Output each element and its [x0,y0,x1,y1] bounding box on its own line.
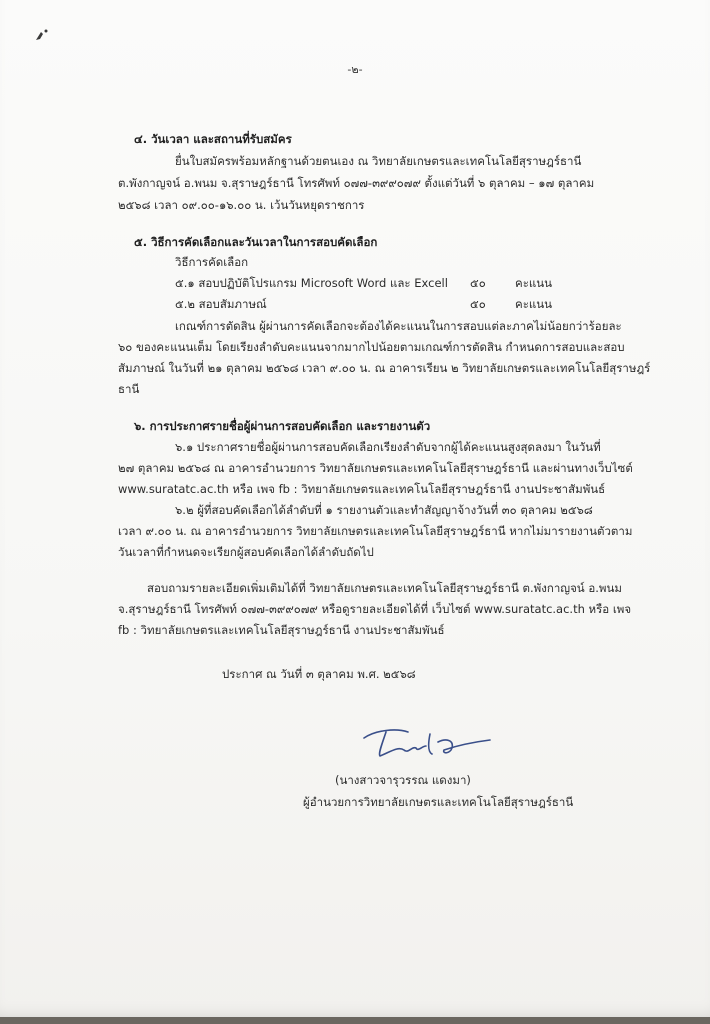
signer-name: (นางสาวจารุวรรณ แดงมา) [335,773,471,787]
method-item-unit: คะแนน [515,276,553,290]
contact-line: จ.สุราษฎร์ธานี โทรศัพท์ ๐๗๗-๓๙๙๐๗๙ หรือดูรายละเอียดได้ที่ เว็บไซต์ www.suratatc.ac.th หรือ เพจ [118,602,632,616]
signer-title: ผู้อำนวยการวิทยาลัยเกษตรและเทคโนโลยีสุราษฎร์ธานี [303,795,574,809]
contact-line: สอบถามรายละเอียดเพิ่มเติมได้ที่ วิทยาลัยเกษตรและเทคโนโลยีสุราษฎร์ธานี ต.พังกาญจน์ อ.พนม [147,581,622,595]
section5-heading: ๕. วิธีการคัดเลือกและวันเวลาในการสอบคัดเลือก [134,235,378,249]
report-line: ๖.๒ ผู้ที่สอบคัดเลือกได้ลำดับที่ ๑ รายงานตัวและทำสัญญาจ้างวันที่ ๓๐ ตุลาคม ๒๕๖๘ [175,503,593,517]
method-item-label: ๕.๒ สอบสัมภาษณ์ [175,297,267,311]
announce-line: www.suratatc.ac.th หรือ เพจ fb : วิทยาลัยเกษตรและเทคโนโลยีสุราษฎร์ธานี งานประชาสัมพันธ์ [118,482,606,496]
report-line: เวลา ๙.๐๐ น. ณ อาคารอำนวยการ วิทยาลัยเกษตรและเทคโนโลยีสุราษฎร์ธานี หากไม่มารายงานตัวตาม [118,524,633,538]
method-item-unit: คะแนน [515,297,553,311]
method-label: วิธีการคัดเลือก [175,255,249,269]
report-line: วันเวลาที่กำหนดจะเรียกผู้สอบคัดเลือกได้ลำดับถัดไป [118,545,374,559]
method-item-score: ๕๐ [470,276,486,290]
signature-image [356,716,496,766]
section4-line: ๒๕๖๘ เวลา ๐๙.๐๐-๑๖.๐๐ น. เว้นวันหยุดราชการ [118,198,365,212]
section6-heading: ๖. การประกาศรายชื่อผู้ผ่านการสอบคัดเลือก และรายงานตัว [134,419,431,433]
criteria-line: ๖๐ ของคะแนนเต็ม โดยเรียงลำดับคะแนนจากมากไปน้อยตามเกณฑ์การตัดสิน กำหนดการสอบและสอบ [118,340,625,354]
criteria-line: สัมภาษณ์ ในวันที่ ๒๑ ตุลาคม ๒๕๖๘ เวลา ๙.๐๐ น. ณ อาคารเรียน ๒ วิทยาลัยเกษตรและเทคโนโลยีสุราษฎร์ [118,361,651,375]
criteria-line: ธานี [118,382,140,396]
section4-line: ยื่นใบสมัครพร้อมหลักฐานด้วยตนเอง ณ วิทยาลัยเกษตรและเทคโนโลยีสุราษฎร์ธานี [175,154,582,168]
page-number: -๒- [347,63,363,76]
section4-line: ต.พังกาญจน์ อ.พนม จ.สุราษฎร์ธานี โทรศัพท์ ๐๗๗-๓๙๙๐๗๙ ตั้งแต่วันที่ ๖ ตุลาคม – ๑๗ ตุลาคม [118,176,595,190]
announce-line: ๖.๑ ประกาศรายชื่อผู้ผ่านการสอบคัดเลือกเรียงลำดับจากผู้ได้คะแนนสูงสุดลงมา ในวันที่ [175,440,601,454]
page-bottom-edge [0,1017,710,1024]
criteria-line: เกณฑ์การตัดสิน ผู้ผ่านการคัดเลือกจะต้องได้คะแนนในการสอบแต่ละภาคไม่น้อยกว่าร้อยละ [175,319,622,333]
announcement-date: ประกาศ ณ วันที่ ๓ ตุลาคม พ.ศ. ๒๕๖๘ [222,667,416,681]
method-item-label: ๕.๑ สอบปฏิบัติโปรแกรม Microsoft Word และ Excell [175,276,448,290]
ink-mark-icon [34,28,50,42]
contact-line: fb : วิทยาลัยเกษตรและเทคโนโลยีสุราษฎร์ธานี งานประชาสัมพันธ์ [118,623,445,637]
announce-line: ๒๗ ตุลาคม ๒๕๖๘ ณ อาคารอำนวยการ วิทยาลัยเกษตรและเทคโนโลยีสุราษฎร์ธานี และผ่านทางเว็บไซต์ [118,461,633,475]
method-item-score: ๕๐ [470,297,486,311]
section4-heading: ๔. วันเวลา และสถานที่รับสมัคร [134,132,292,146]
